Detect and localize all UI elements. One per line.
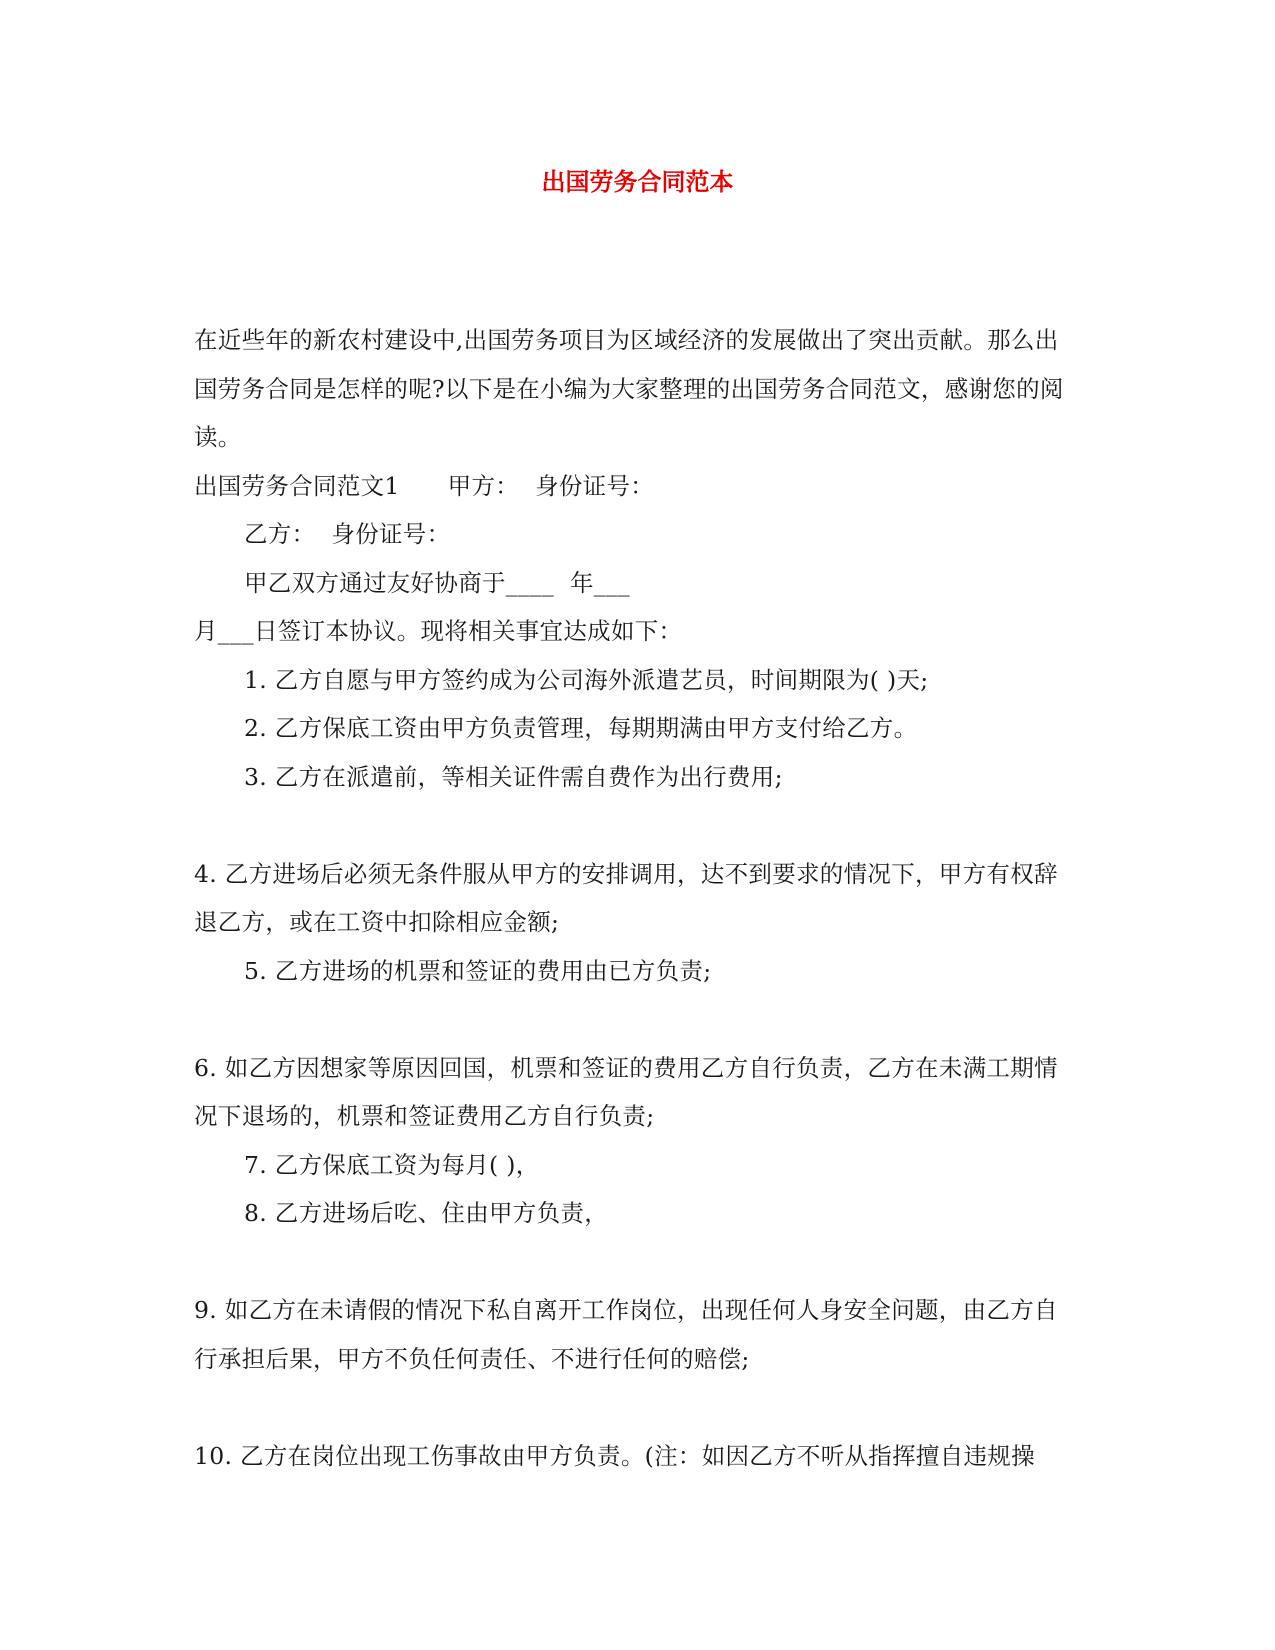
id-label-a: 身份证号：	[535, 471, 655, 500]
agreement-line-1	[194, 559, 1074, 608]
agreement-line-2: 月___日签订本协议。现将相关事宜达成如下：	[194, 617, 683, 645]
intro-paragraph: 在近些年的新农村建设中,出国劳务项目为区域经济的发展做出了突出贡献。那么出国劳务合同是怎样的呢?以下是在小编为大家整理的出国劳务合同范文，感谢您的阅读。	[194, 326, 1064, 451]
party-b-label: 乙方：	[244, 520, 316, 548]
clause-6: 6. 如乙方因想家等原因回国，机票和签证的费用乙方自行负责，乙方在未满工期情况下退场的，机票和签证费用乙方自行负责;	[194, 1053, 1058, 1130]
agreement-line-1-part-a: 甲乙双方通过友好协商于____	[244, 568, 554, 597]
sample-heading-line	[194, 462, 1074, 511]
blank-line	[194, 801, 1074, 850]
blank-line	[194, 995, 1074, 1044]
id-label-b: 身份证号：	[331, 520, 451, 548]
party-b-line	[194, 510, 1074, 559]
clause-2: 2. 乙方保底工资由甲方负责管理，每期期满由甲方支付给乙方。	[244, 714, 918, 742]
sample-heading: 出国劳务合同范文1	[194, 471, 400, 500]
clause-3: 3. 乙方在派遣前，等相关证件需自费作为出行费用;	[244, 762, 783, 791]
clause-5: 5. 乙方进场的机票和签证的费用由已方负责;	[244, 956, 712, 985]
document-body	[194, 316, 1074, 1480]
agreement-line-1-part-b: 年___	[570, 568, 630, 597]
clause-7: 7. 乙方保底工资为每月( )，	[244, 1150, 540, 1179]
clause-10: 10. 乙方在岗位出现工伤事故由甲方负责。(注：如因乙方不听从指挥擅自违规操	[194, 1441, 1035, 1470]
party-a-label: 甲方：	[447, 471, 520, 500]
clause-1: 1. 乙方自愿与甲方签约成为公司海外派遣艺员，时间期限为( )天;	[244, 665, 929, 694]
clause-8: 8. 乙方进场后吃、住由甲方负责，	[244, 1199, 608, 1227]
blank-line	[194, 1238, 1074, 1287]
clause-9: 9. 如乙方在未请假的情况下私自离开工作岗位，出现任何人身安全问题，由乙方自行承担后果，甲方不负任何责任、不进行任何的赔偿;	[194, 1296, 1058, 1373]
clause-4: 4. 乙方进场后必须无条件服从甲方的安排调用，达不到要求的情况下，甲方有权辞退乙方，或在工资中扣除相应金额;	[194, 859, 1058, 936]
document-title: 出国劳务合同范本	[541, 168, 734, 196]
blank-line	[194, 1383, 1074, 1432]
